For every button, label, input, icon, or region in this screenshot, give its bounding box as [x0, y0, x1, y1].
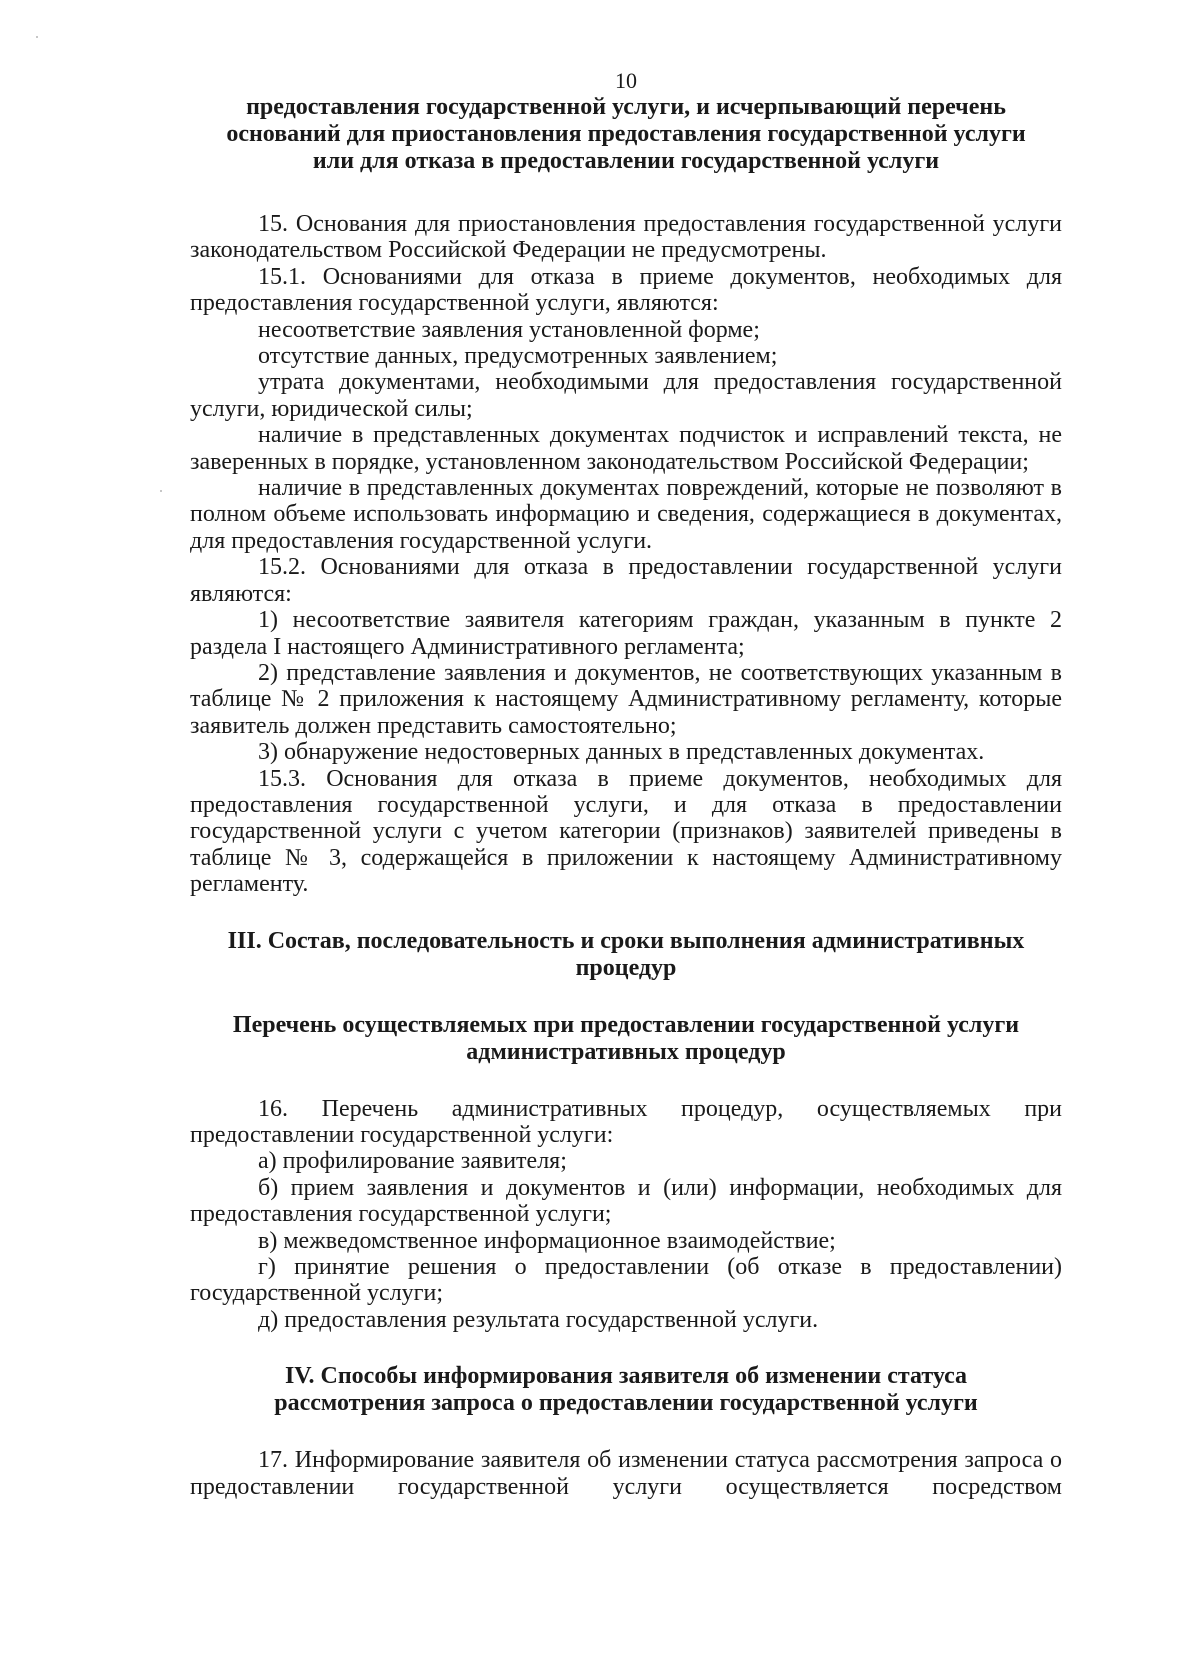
paragraph: отсутствие данных, предусмотренных заявлением; — [258, 343, 778, 370]
heading-line: Перечень осуществляемых при предоставлении государственной услуги — [232, 1011, 1020, 1038]
heading-line: III. Состав, последовательность и сроки выполнения административных — [227, 927, 1025, 954]
heading-line: IV. Способы информирования заявителя об изменении статуса — [284, 1363, 968, 1390]
paragraph: 3) обнаружение недостоверных данных в представленных документах. — [258, 739, 985, 766]
section-15 — [190, 211, 1062, 898]
paragraph: 15.1. Основаниями для отказа в приеме документов, необходимых для предоставления государственной услуги, являются: — [190, 263, 1062, 317]
list-item: д) предоставления результата государственной услуги. — [258, 1306, 819, 1333]
document-page — [190, 68, 1062, 1500]
section-17 — [190, 1447, 1062, 1500]
procedures-list-heading — [190, 1012, 1062, 1066]
section-4-heading — [190, 1363, 1062, 1417]
scan-artifact — [160, 490, 162, 492]
paragraph: 1) несоответствие заявителя категориям граждан, указанным в пункте 2 раздела I настоящего Административного регламента; — [190, 607, 1062, 660]
paragraph: утрата документами, необходимыми для предоставления государственной услуги, юридической силы; — [190, 369, 1062, 422]
heading-line: предоставления государственной услуги, и исчерпывающий перечень — [246, 94, 1006, 120]
heading-top — [190, 94, 1062, 175]
paragraph: 15. Основания для приостановления предоставления государственной услуги законодательством Российской Федерации не предусмотрены. — [190, 211, 1062, 264]
paragraph: 2) представление заявления и документов, не соответствующих указанным в таблице № 2 приложения к настоящему Административному регламенту, которые заявитель должен представить самостоятельно; — [190, 659, 1062, 739]
paragraph: 16. Перечень административных процедур, осуществляемых при предоставлении государственной услуги: — [190, 1095, 1062, 1148]
section-3-heading — [190, 928, 1062, 982]
scan-artifact — [36, 36, 38, 38]
paragraph: наличие в представленных документах повреждений, которые не позволяют в полном объеме использовать информацию и сведения, содержащиеся в документах, для предоставления государственной услуги. — [190, 475, 1062, 554]
paragraph: 15.2. Основаниями для отказа в предоставлении государственной услуги являются: — [190, 554, 1062, 607]
section-16 — [190, 1096, 1062, 1334]
list-item: г) принятие решения о предоставлении (об отказе в предоставлении) государственной услуги; — [190, 1254, 1062, 1307]
paragraph: несоответствие заявления установленной форме; — [258, 316, 760, 343]
list-item: в) межведомственное информационное взаимодействие; — [258, 1227, 836, 1254]
paragraph: наличие в представленных документах подчисток и исправлений текста, не заверенных в порядке, установленном законодательством Российской Федерации; — [190, 422, 1062, 475]
page-number: 10 — [615, 68, 637, 93]
heading-line: или для отказа в предоставлении государственной услуги — [312, 148, 940, 174]
heading-line: рассмотрения запроса о предоставлении государственной услуги — [274, 1390, 978, 1417]
list-item: б) прием заявления и документов и (или) информации, необходимых для предоставления государственной услуги; — [190, 1174, 1062, 1228]
list-item: а) профилирование заявителя; — [258, 1148, 567, 1175]
heading-line: оснований для приостановления предоставления государственной услуги — [226, 121, 1026, 147]
paragraph: 17. Информирование заявителя об изменении статуса рассмотрения запроса о предоставлении государственной услуги осуществляется посредством — [190, 1447, 1062, 1500]
heading-line: административных процедур — [466, 1038, 786, 1065]
paragraph: 15.3. Основания для отказа в приеме документов, необходимых для предоставления государственной услуги, и для отказа в предоставлении государственной услуги с учетом категории (признаков) заявителей приведены в таблице № 3, содержащейся в приложении к настоящему Административному регламенту. — [190, 765, 1062, 898]
heading-line: процедур — [575, 954, 677, 981]
